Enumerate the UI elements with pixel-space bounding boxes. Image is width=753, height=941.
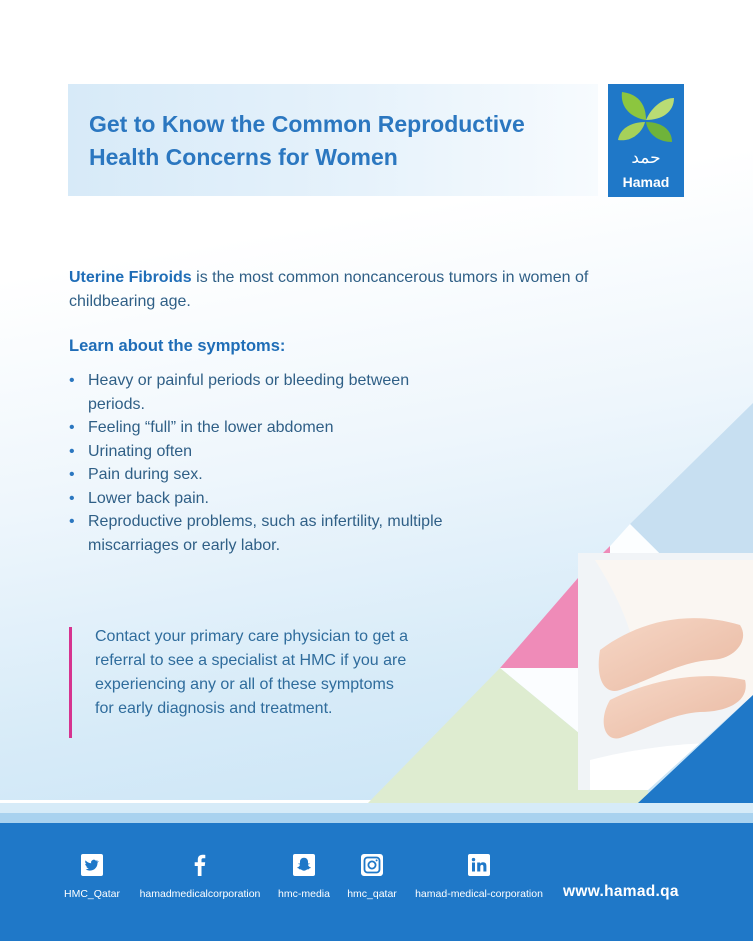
- social-handle: hamadmedicalcorporation: [139, 888, 261, 900]
- title-line-1: Get to Know the Common Reproductive: [89, 111, 525, 137]
- snapchat-icon: [293, 854, 315, 876]
- footer-stripe-mid: [0, 813, 753, 823]
- social-instagram[interactable]: [342, 854, 402, 902]
- list-item: • Reproductive problems, such as infertility, multiple miscarriages or early labor.: [69, 510, 449, 557]
- facebook-icon: [189, 854, 211, 876]
- website-link[interactable]: www.hamad.qa: [563, 883, 679, 900]
- intro-text: is the most common noncancerous tumors in women of childbearing age.: [69, 269, 589, 310]
- instagram-icon: [361, 854, 383, 876]
- bullet: •: [69, 419, 75, 436]
- social-handle: hmc-media: [278, 888, 330, 900]
- list-item: • Feeling “full” in the lower abdomen: [69, 416, 449, 440]
- bullet: •: [69, 489, 75, 507]
- list-item: • Heavy or painful periods or bleeding between periods.: [69, 369, 449, 416]
- social-handle: hmc_qatar: [347, 888, 397, 900]
- social-facebook[interactable]: [137, 854, 263, 902]
- footer-stripe-light: [0, 803, 753, 813]
- bullet: •: [69, 442, 75, 460]
- social-twitter[interactable]: [52, 854, 132, 902]
- intro-term: Uterine Fibroids: [69, 269, 192, 286]
- logo-arabic-text: حمد: [631, 148, 661, 168]
- social-linkedin[interactable]: [411, 854, 547, 902]
- list-item: • Pain during sex.: [69, 463, 449, 487]
- symptoms-heading: Learn about the symptoms:: [69, 337, 286, 355]
- bullet: •: [69, 513, 75, 530]
- footer: [0, 823, 753, 941]
- social-handle: HMC_Qatar: [63, 888, 120, 900]
- social-handle: hamad-medical-corporation: [415, 888, 543, 900]
- bullet: •: [69, 372, 75, 389]
- list-item: • Lower back pain.: [69, 487, 449, 511]
- callout-text: Contact your primary care physician to get a referral to see a specialist at HMC if you are experiencing any or all of these symptoms for early diagnosis and treatment.: [95, 628, 409, 717]
- social-snapchat[interactable]: [270, 854, 338, 902]
- twitter-icon: [81, 854, 103, 876]
- bullet: •: [69, 466, 75, 483]
- title-line-2: Health Concerns for Women: [89, 144, 398, 170]
- logo-name: Hamad: [622, 174, 670, 190]
- linkedin-icon: [468, 854, 490, 876]
- list-item: • Urinating often: [69, 440, 449, 464]
